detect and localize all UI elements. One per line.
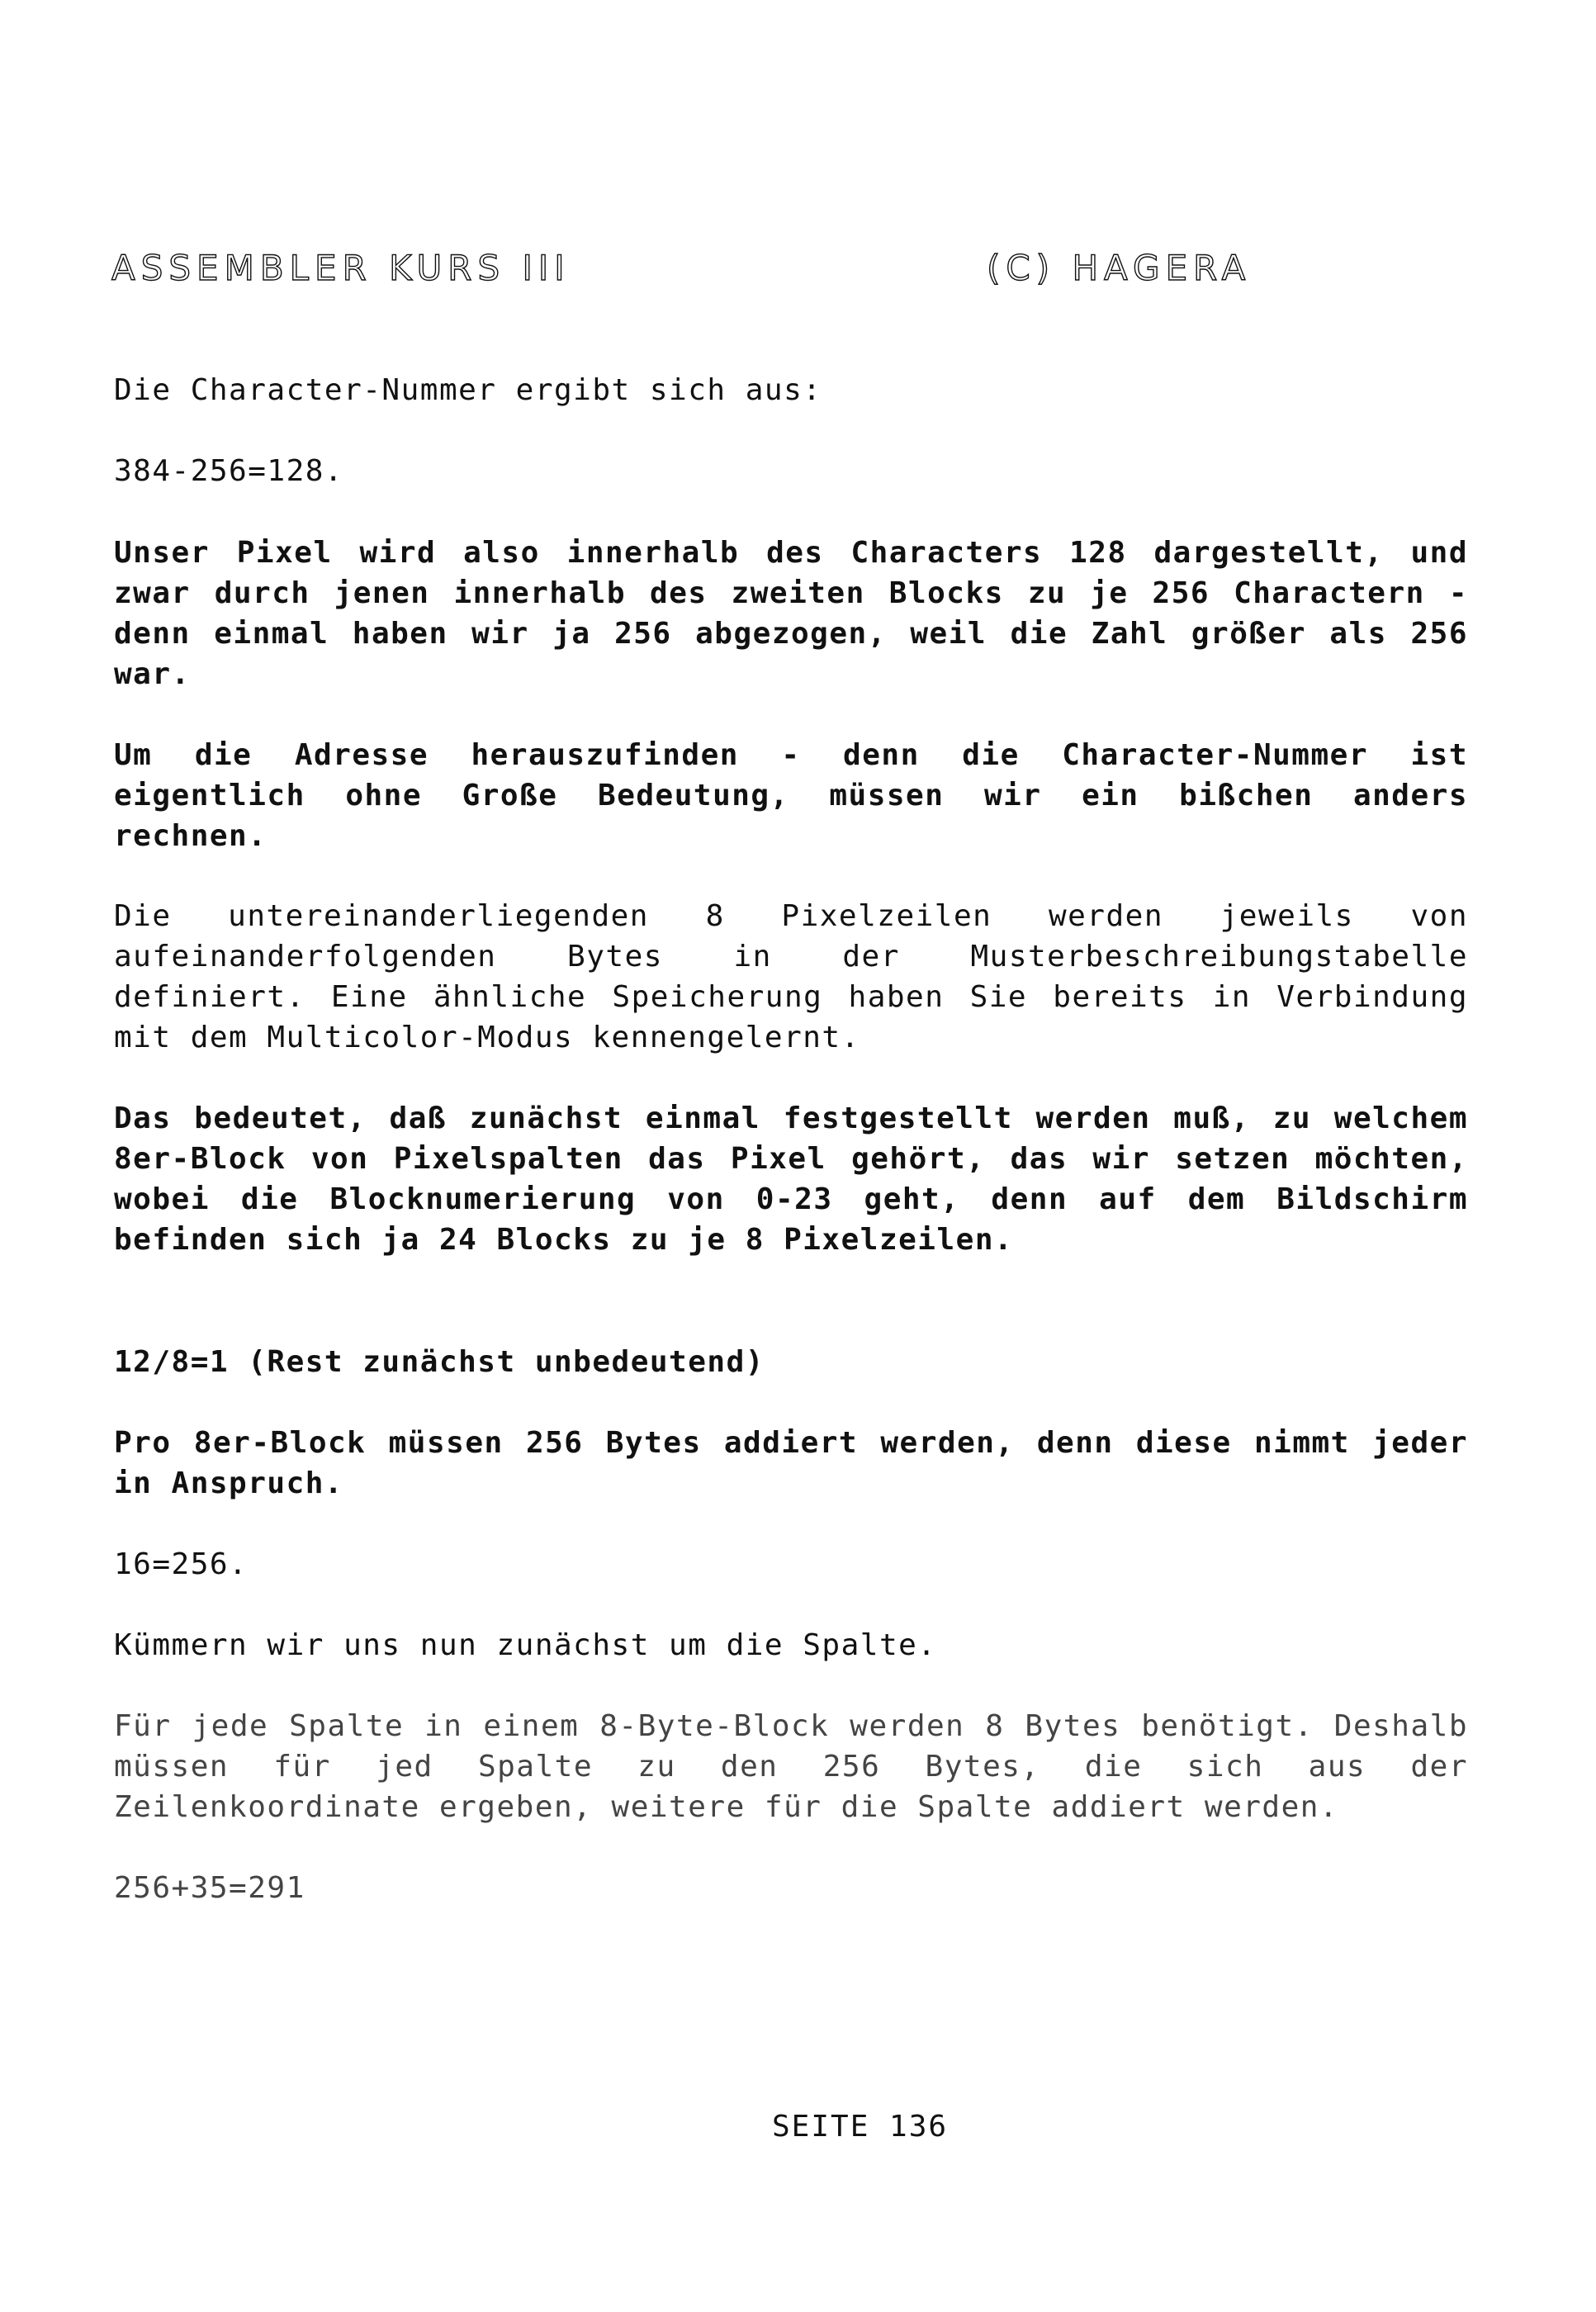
header-title: ASSEMBLER KURS III xyxy=(111,248,571,288)
paragraph-calc-2: 12/8=1 (Rest zunächst unbedeutend) xyxy=(114,1345,765,1379)
paragraph-calc-4: 256+35=291 xyxy=(114,1871,305,1905)
paragraph-pixel-character: Unser Pixel wird also innerhalb des Characters 128 dargestellt, und zwar durch jenen innerhalb des zweiten Blocks zu je 256 Charactern - denn einmal haben wir ja 256 abgezogen, weil die Zahl größer als 256 war. xyxy=(114,536,1468,691)
paragraph-pixel-rows: Die untereinanderliegenden 8 Pixelzeilen werden jeweils von aufeinanderfolgenden Bytes in der Musterbeschreibungstabelle definiert. Eine ähnliche Speicherung haben Sie bereits in Verbindung mit dem Multicolor-Modus kennengelernt. xyxy=(114,899,1468,1054)
paragraph-column-bytes: Für jede Spalte in einem 8-Byte-Block werden 8 Bytes benötigt. Deshalb müssen für jed Spalte zu den 256 Bytes, die sich aus der Zeilenkoordinate ergeben, weitere für die Spalte addiert werden. xyxy=(114,1709,1468,1824)
paragraph-block-calc: Das bedeutet, daß zunächst einmal festgestellt werden muß, zu welchem 8er-Block von Pixelspalten das Pixel gehört, das wir setzen möchten, wobei die Blocknumerierung von 0-23 geht, denn auf dem Bildschirm befinden sich ja 24 Blocks zu je 8 Pixelzeilen. xyxy=(114,1102,1468,1257)
paragraph-spalte: Kümmern wir uns nun zunächst um die Spalte. xyxy=(114,1628,937,1662)
paragraph-calc-1: 384-256=128. xyxy=(114,454,344,488)
paragraph-intro: Die Character-Nummer ergibt sich aus: xyxy=(114,373,822,407)
header-copyright: (C) HAGERA xyxy=(987,248,1252,288)
page-header xyxy=(111,248,1399,297)
paragraph-8er-block: Pro 8er-Block müssen 256 Bytes addiert werden, denn diese nimmt jeder in Anspruch. xyxy=(114,1426,1468,1500)
paragraph-address: Um die Adresse herauszufinden - denn die Character-Nummer ist eigentlich ohne Große Bedeutung, müssen wir ein bißchen anders rechnen. xyxy=(114,738,1468,853)
page-number: SEITE 136 xyxy=(772,2110,949,2144)
paragraph-calc-3: 16=256. xyxy=(114,1547,249,1581)
